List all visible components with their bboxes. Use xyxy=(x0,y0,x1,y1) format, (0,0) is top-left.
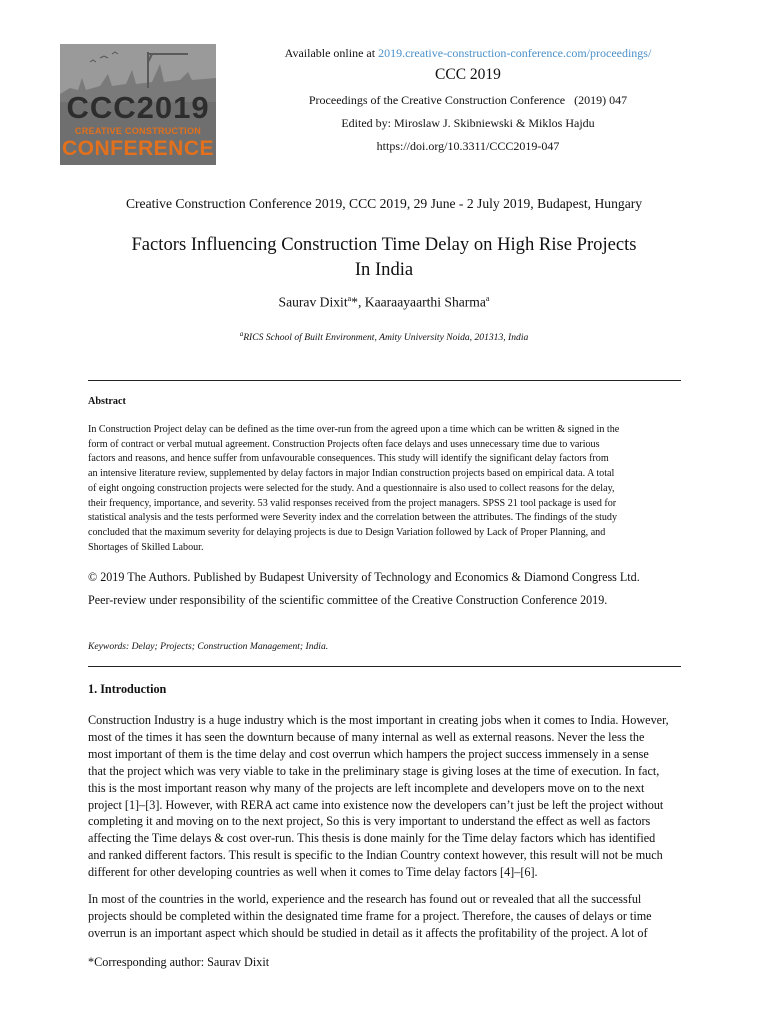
abstract-line: form of contract or verbal mutual agreement. Construction Projects often face delays and uses unnecessary time due to various xyxy=(88,438,600,450)
peer-review-line: Peer-review under responsibility of the scientific committee of the Creative Construction Conference 2019. xyxy=(88,593,608,607)
body-line: project [1]–[3]. However, with RERA act came into existence now the developers can’t just be left the project without xyxy=(88,797,664,812)
abstract-line: concluded that the maximum severity for delaying projects is due to Design Variation followed by Lack of Proper Planning, and xyxy=(88,526,606,538)
author-1-mark: *, xyxy=(351,294,365,310)
body-line: most of the times it has seen the downturn because of many internal as well as external reasons. Never the less the xyxy=(88,729,645,744)
proceedings-link[interactable]: 2019.creative-construction-conference.com/proceedings/ xyxy=(378,46,652,60)
author-2: Kaaraayaarthi Sharma xyxy=(364,294,486,310)
section-heading-introduction: 1. Introduction xyxy=(88,682,167,696)
body-line: and ranked different factors. This result is specific to the Indian Country context however, this result will not be much xyxy=(88,848,663,863)
abstract-line: statistical analysis and the tests performed were Severity index and the correlation between the attributes. The findings of the study xyxy=(88,512,618,524)
body-line: Construction Industry is a huge industry which is the most important in creating jobs when it comes to India. However, xyxy=(88,713,669,727)
intro-paragraph-2 xyxy=(88,891,680,942)
conference-line: Creative Construction Conference 2019, CCC 2019, 29 June - 2 July 2019, Budapest, Hungary xyxy=(125,196,643,211)
conference-logo xyxy=(60,44,216,165)
availability-line xyxy=(268,46,668,61)
proceedings-line: Proceedings of the Creative Construction Conference (2019) 047 xyxy=(308,93,628,107)
body-line: completing it and moving on to the next project, So this is very important to understand the effect as well as factors xyxy=(88,814,651,829)
logo-sub-text: CREATIVE CONSTRUCTION xyxy=(74,126,202,136)
abstract-line: factors and reasons, and hence suffer from unfavourable consequences. This study will identify the significant delay factors from xyxy=(88,453,609,465)
abstract-line: Shortages of Skilled Labour. xyxy=(88,541,204,553)
logo-main-text: CCC2019 xyxy=(66,90,210,125)
body-line: In most of the countries in the world, experience and the research has found out or revealed that all the successful xyxy=(88,892,642,906)
author-1: Saurav Dixit xyxy=(278,294,348,310)
abstract-heading: Abstract xyxy=(88,396,126,407)
logo-conference-text: CONFERENCE xyxy=(61,137,214,160)
paper-title xyxy=(60,232,708,282)
bottom-divider xyxy=(88,666,681,667)
body-line: that the project which was very viable to take in the preliminary stage is giving loses at the time of execution. In fact, xyxy=(88,763,660,778)
abstract-body xyxy=(88,423,682,555)
body-line: this is the most important reason why many of the projects are left incomplete and developers move on to the next xyxy=(88,780,645,795)
abstract-line: an intensive literature review, supplemented by delay factors in major Indian construction projects based on empirical data. A total xyxy=(88,468,615,480)
authors-line xyxy=(60,294,708,311)
author-1-sup: a xyxy=(347,294,352,303)
body-line: different for other developing countries as well when it comes to Time delay factors [4]–[6]. xyxy=(88,865,538,880)
abstract-line: their frequency, importance, and severity. 53 valid responses received from the project managers. SPSS 21 tool package is used for xyxy=(88,497,617,509)
edited-by-line: Edited by: Miroslaw J. Skibniewski & Miklos Hajdu xyxy=(341,116,595,130)
keywords-line: Keywords: Delay; Projects; Construction Management; India. xyxy=(88,641,329,652)
intro-paragraph-1 xyxy=(88,712,680,881)
body-line: projects should be completed within the designated time frame for a project. Therefore, the causes of delays or time xyxy=(88,908,652,923)
title-line-2: In India xyxy=(354,259,414,280)
copyright-line: © 2019 The Authors. Published by Budapest University of Technology and Economics & Diamond Congress Ltd. xyxy=(88,570,640,584)
abstract-line: of eight ongoing construction projects were selected for the study. And a questionnaire is also used to collect reasons for the delay, xyxy=(88,482,615,494)
author-2-sup: a xyxy=(485,294,490,303)
body-line: overrun is an important aspect which should be studied in detail as it affects the profitability of the project. A lot of xyxy=(88,925,648,940)
title-line-1: Factors Influencing Construction Time Delay on High Rise Projects xyxy=(131,234,637,255)
body-line: affecting the Time delays & cost over-run. This thesis is done mainly for the Time delay factors which has identified xyxy=(88,831,656,846)
body-line: most important of them is the time delay and cost overrun which hampers the project success immensely in a sense xyxy=(88,746,649,761)
affiliation-sup: a xyxy=(239,330,244,338)
doi-link[interactable]: https://doi.org/10.3311/CCC2019-047 xyxy=(376,139,560,153)
available-prefix: Available online at xyxy=(284,46,379,60)
abstract-line: In Construction Project delay can be defined as the time over-run from the agreed upon a time which can be written & signed in the xyxy=(88,424,620,435)
affiliation xyxy=(60,330,708,343)
ccc-label: CCC 2019 xyxy=(435,66,501,83)
corresponding-author-footnote: *Corresponding author: Saurav Dixit xyxy=(88,955,270,969)
affiliation-text: RICS School of Built Environment, Amity University Noida, 201313, India xyxy=(243,332,529,344)
top-divider xyxy=(88,380,681,381)
